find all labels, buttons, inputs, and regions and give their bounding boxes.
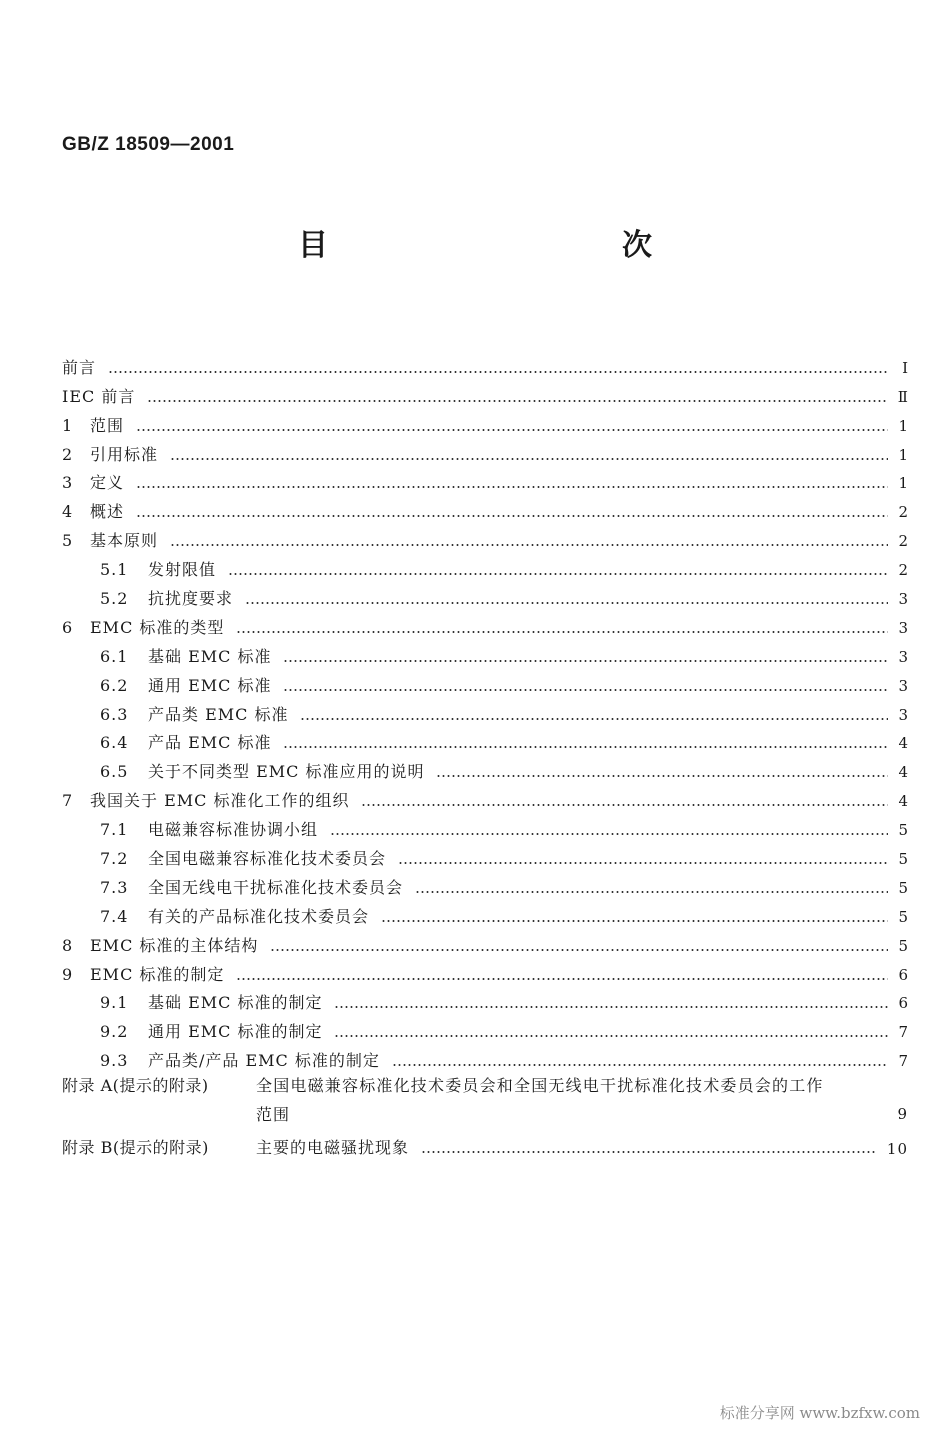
toc-entry-number: 9.1	[100, 993, 129, 1013]
dot-leader	[300, 718, 888, 720]
dot-leader	[170, 458, 888, 460]
dot-leader	[334, 1035, 888, 1037]
dot-leader	[283, 689, 888, 691]
toc-entry-number: 2	[62, 444, 73, 464]
toc-entry-label: IEC 前言	[62, 386, 136, 406]
toc-entry[interactable]	[62, 927, 908, 956]
toc-entry-number: 7.2	[100, 849, 129, 869]
toc-entry-page: 5	[898, 821, 908, 840]
dot-leader	[436, 775, 888, 777]
toc-entry[interactable]	[62, 811, 908, 840]
toc-entry[interactable]	[62, 407, 908, 436]
toc-appendix-a[interactable]	[62, 1071, 908, 1129]
toc-entry[interactable]	[62, 609, 908, 638]
toc-entries	[62, 349, 908, 1071]
dot-leader	[398, 862, 888, 864]
dot-leader	[361, 804, 888, 806]
page-title: 目 次	[298, 228, 730, 263]
toc-entry-label: 抗扰度要求	[148, 589, 234, 609]
toc-entry-number: 4	[62, 502, 73, 522]
toc-entry[interactable]	[62, 349, 908, 378]
toc-entry[interactable]	[62, 378, 908, 407]
dot-leader	[108, 371, 888, 373]
toc-entry[interactable]	[62, 493, 908, 522]
appendix-a-body	[256, 1071, 908, 1129]
toc-entry[interactable]	[62, 840, 908, 869]
toc-entry-page: 2	[898, 503, 908, 522]
toc-entry-number: 3	[62, 473, 73, 493]
toc-entry-number: 7.1	[100, 820, 129, 840]
dot-leader	[236, 978, 888, 980]
toc-entry-label: 发射限值	[148, 560, 217, 580]
standard-code: GB/Z 18509—2001	[62, 134, 235, 155]
toc-entry-label: 我国关于 EMC 标准化工作的组织	[90, 791, 350, 811]
toc-entry-page: 4	[898, 792, 908, 811]
toc-entry-label: 概述	[90, 502, 125, 522]
toc-entry-number: 6	[62, 617, 73, 637]
toc-entry-page: 2	[898, 532, 908, 551]
appendix-a-title-line2-row	[256, 1100, 908, 1129]
toc-entry-page: 5	[898, 850, 908, 869]
toc-entry[interactable]	[62, 1013, 908, 1042]
toc-entry[interactable]	[62, 956, 908, 985]
dot-leader	[415, 891, 888, 893]
toc-entry-label: 定义	[90, 473, 125, 493]
appendix-b-title: 主要的电磁骚扰现象	[256, 1138, 410, 1158]
toc-entry-number: 6.3	[100, 704, 129, 724]
toc-entry-page: 3	[898, 647, 908, 666]
toc-entry-page: 5	[898, 936, 908, 955]
toc-entry[interactable]	[62, 667, 908, 696]
dot-leader	[381, 920, 888, 922]
dot-leader	[283, 746, 888, 748]
toc-entry-page: Ⅱ	[897, 387, 908, 406]
dot-leader	[136, 515, 888, 517]
appendix-a-title-line2: 范围	[256, 1105, 291, 1125]
appendix-a-label: 附录 A(提示的附录)	[62, 1076, 209, 1096]
toc-entry[interactable]	[62, 869, 908, 898]
watermark: 标准分享网 www.bzfxw.com	[719, 1404, 920, 1422]
toc-entry[interactable]	[62, 522, 908, 551]
toc-entry-number: 5	[62, 531, 73, 551]
toc-entry-page: 6	[898, 965, 908, 984]
toc-entry-label: 产品 EMC 标准	[148, 733, 272, 753]
toc-entry-page: 3	[898, 705, 908, 724]
toc-entry[interactable]	[62, 1042, 908, 1071]
toc-entry[interactable]	[62, 580, 908, 609]
toc-entry-label: 范围	[90, 415, 125, 435]
toc-entry-label: 全国电磁兼容标准化技术委员会	[148, 849, 387, 869]
dot-leader	[136, 429, 888, 431]
toc-entry[interactable]	[62, 465, 908, 494]
toc-entry-page: 5	[898, 907, 908, 926]
toc-entry-page: I	[902, 358, 908, 377]
toc-entry-label: 基础 EMC 标准	[148, 646, 272, 666]
toc-entry-page: 1	[898, 445, 908, 464]
toc-entry-number: 6.2	[100, 675, 129, 695]
dot-leader	[147, 400, 887, 402]
toc-entry-page: 6	[898, 994, 908, 1013]
toc-entry-number: 7	[62, 791, 73, 811]
toc-entry-number: 6.4	[100, 733, 129, 753]
toc-entry-label: 产品类 EMC 标准	[148, 704, 289, 724]
toc-entry-page: 4	[898, 734, 908, 753]
toc-entry[interactable]	[62, 551, 908, 580]
toc-entry-number: 6.5	[100, 762, 129, 782]
toc-entry-page: 7	[898, 1052, 908, 1071]
toc-entry-label: EMC 标准的类型	[90, 617, 225, 637]
toc-entry-page: 4	[898, 763, 908, 782]
toc-entry-page: 2	[898, 561, 908, 580]
dot-leader	[236, 631, 888, 633]
toc-entry-number: 1	[62, 415, 73, 435]
toc-entry-page: 3	[898, 590, 908, 609]
toc-entry-number: 5.2	[100, 589, 129, 609]
toc-entry-label: 基础 EMC 标准的制定	[148, 993, 323, 1013]
toc-entry-label: EMC 标准的主体结构	[90, 935, 259, 955]
toc-entry-number: 7.3	[100, 877, 129, 897]
toc-entry-label: 全国无线电干扰标准化技术委员会	[148, 877, 404, 897]
appendix-b-page: 10	[886, 1140, 908, 1159]
toc-entry[interactable]	[62, 696, 908, 725]
toc-entry[interactable]	[62, 753, 908, 782]
dot-leader	[421, 1151, 877, 1153]
dot-leader	[170, 544, 888, 546]
dot-leader	[136, 486, 888, 488]
toc-entry-label: 通用 EMC 标准	[148, 675, 272, 695]
toc-entry-label: EMC 标准的制定	[90, 964, 225, 984]
dot-leader	[334, 1006, 888, 1008]
dot-leader	[392, 1064, 888, 1066]
toc-entry-page: 3	[898, 676, 908, 695]
toc-entry[interactable]	[62, 782, 908, 811]
toc-entry-number: 5.1	[100, 560, 129, 580]
toc-entry-number: 7.4	[100, 906, 129, 926]
toc-entry[interactable]	[62, 725, 908, 754]
toc-entry-number: 9	[62, 964, 73, 984]
toc-entry-label: 电磁兼容标准协调小组	[148, 820, 319, 840]
toc-entry[interactable]	[62, 898, 908, 927]
dot-leader	[283, 660, 888, 662]
toc-entry-number: 6.1	[100, 646, 129, 666]
toc-entry-label: 产品类/产品 EMC 标准的制定	[148, 1051, 380, 1071]
appendix-a-page: 9	[897, 1105, 908, 1124]
toc-entry[interactable]	[62, 985, 908, 1014]
toc-entry[interactable]	[62, 436, 908, 465]
toc-entry-label: 基本原则	[90, 531, 159, 551]
toc-entry-number: 9.3	[100, 1051, 129, 1071]
toc-entry[interactable]	[62, 638, 908, 667]
appendix-b-label: 附录 B(提示的附录)	[62, 1138, 209, 1158]
dot-leader	[270, 949, 888, 951]
toc-entry-label: 前言	[62, 357, 97, 377]
toc-entry-label: 引用标准	[90, 444, 159, 464]
toc-entry-number: 8	[62, 935, 73, 955]
toc-entry-page: 1	[898, 474, 908, 493]
table-of-contents	[62, 349, 908, 1158]
toc-entry-page: 7	[898, 1023, 908, 1042]
toc-entry-page: 1	[898, 416, 908, 435]
toc-entry-label: 有关的产品标准化技术委员会	[148, 906, 370, 926]
dot-leader	[330, 833, 888, 835]
toc-entry-page: 5	[898, 878, 908, 897]
toc-entry-number: 9.2	[100, 1022, 129, 1042]
toc-entry-label: 关于不同类型 EMC 标准应用的说明	[148, 762, 425, 782]
toc-appendix-b[interactable]	[62, 1129, 908, 1158]
toc-entry-label: 通用 EMC 标准的制定	[148, 1022, 323, 1042]
dot-leader	[245, 602, 888, 604]
dot-leader	[228, 573, 888, 575]
appendix-a-title-line1: 全国电磁兼容标准化技术委员会和全国无线电干扰标准化技术委员会的工作	[256, 1076, 824, 1096]
toc-entry-page: 3	[898, 618, 908, 637]
